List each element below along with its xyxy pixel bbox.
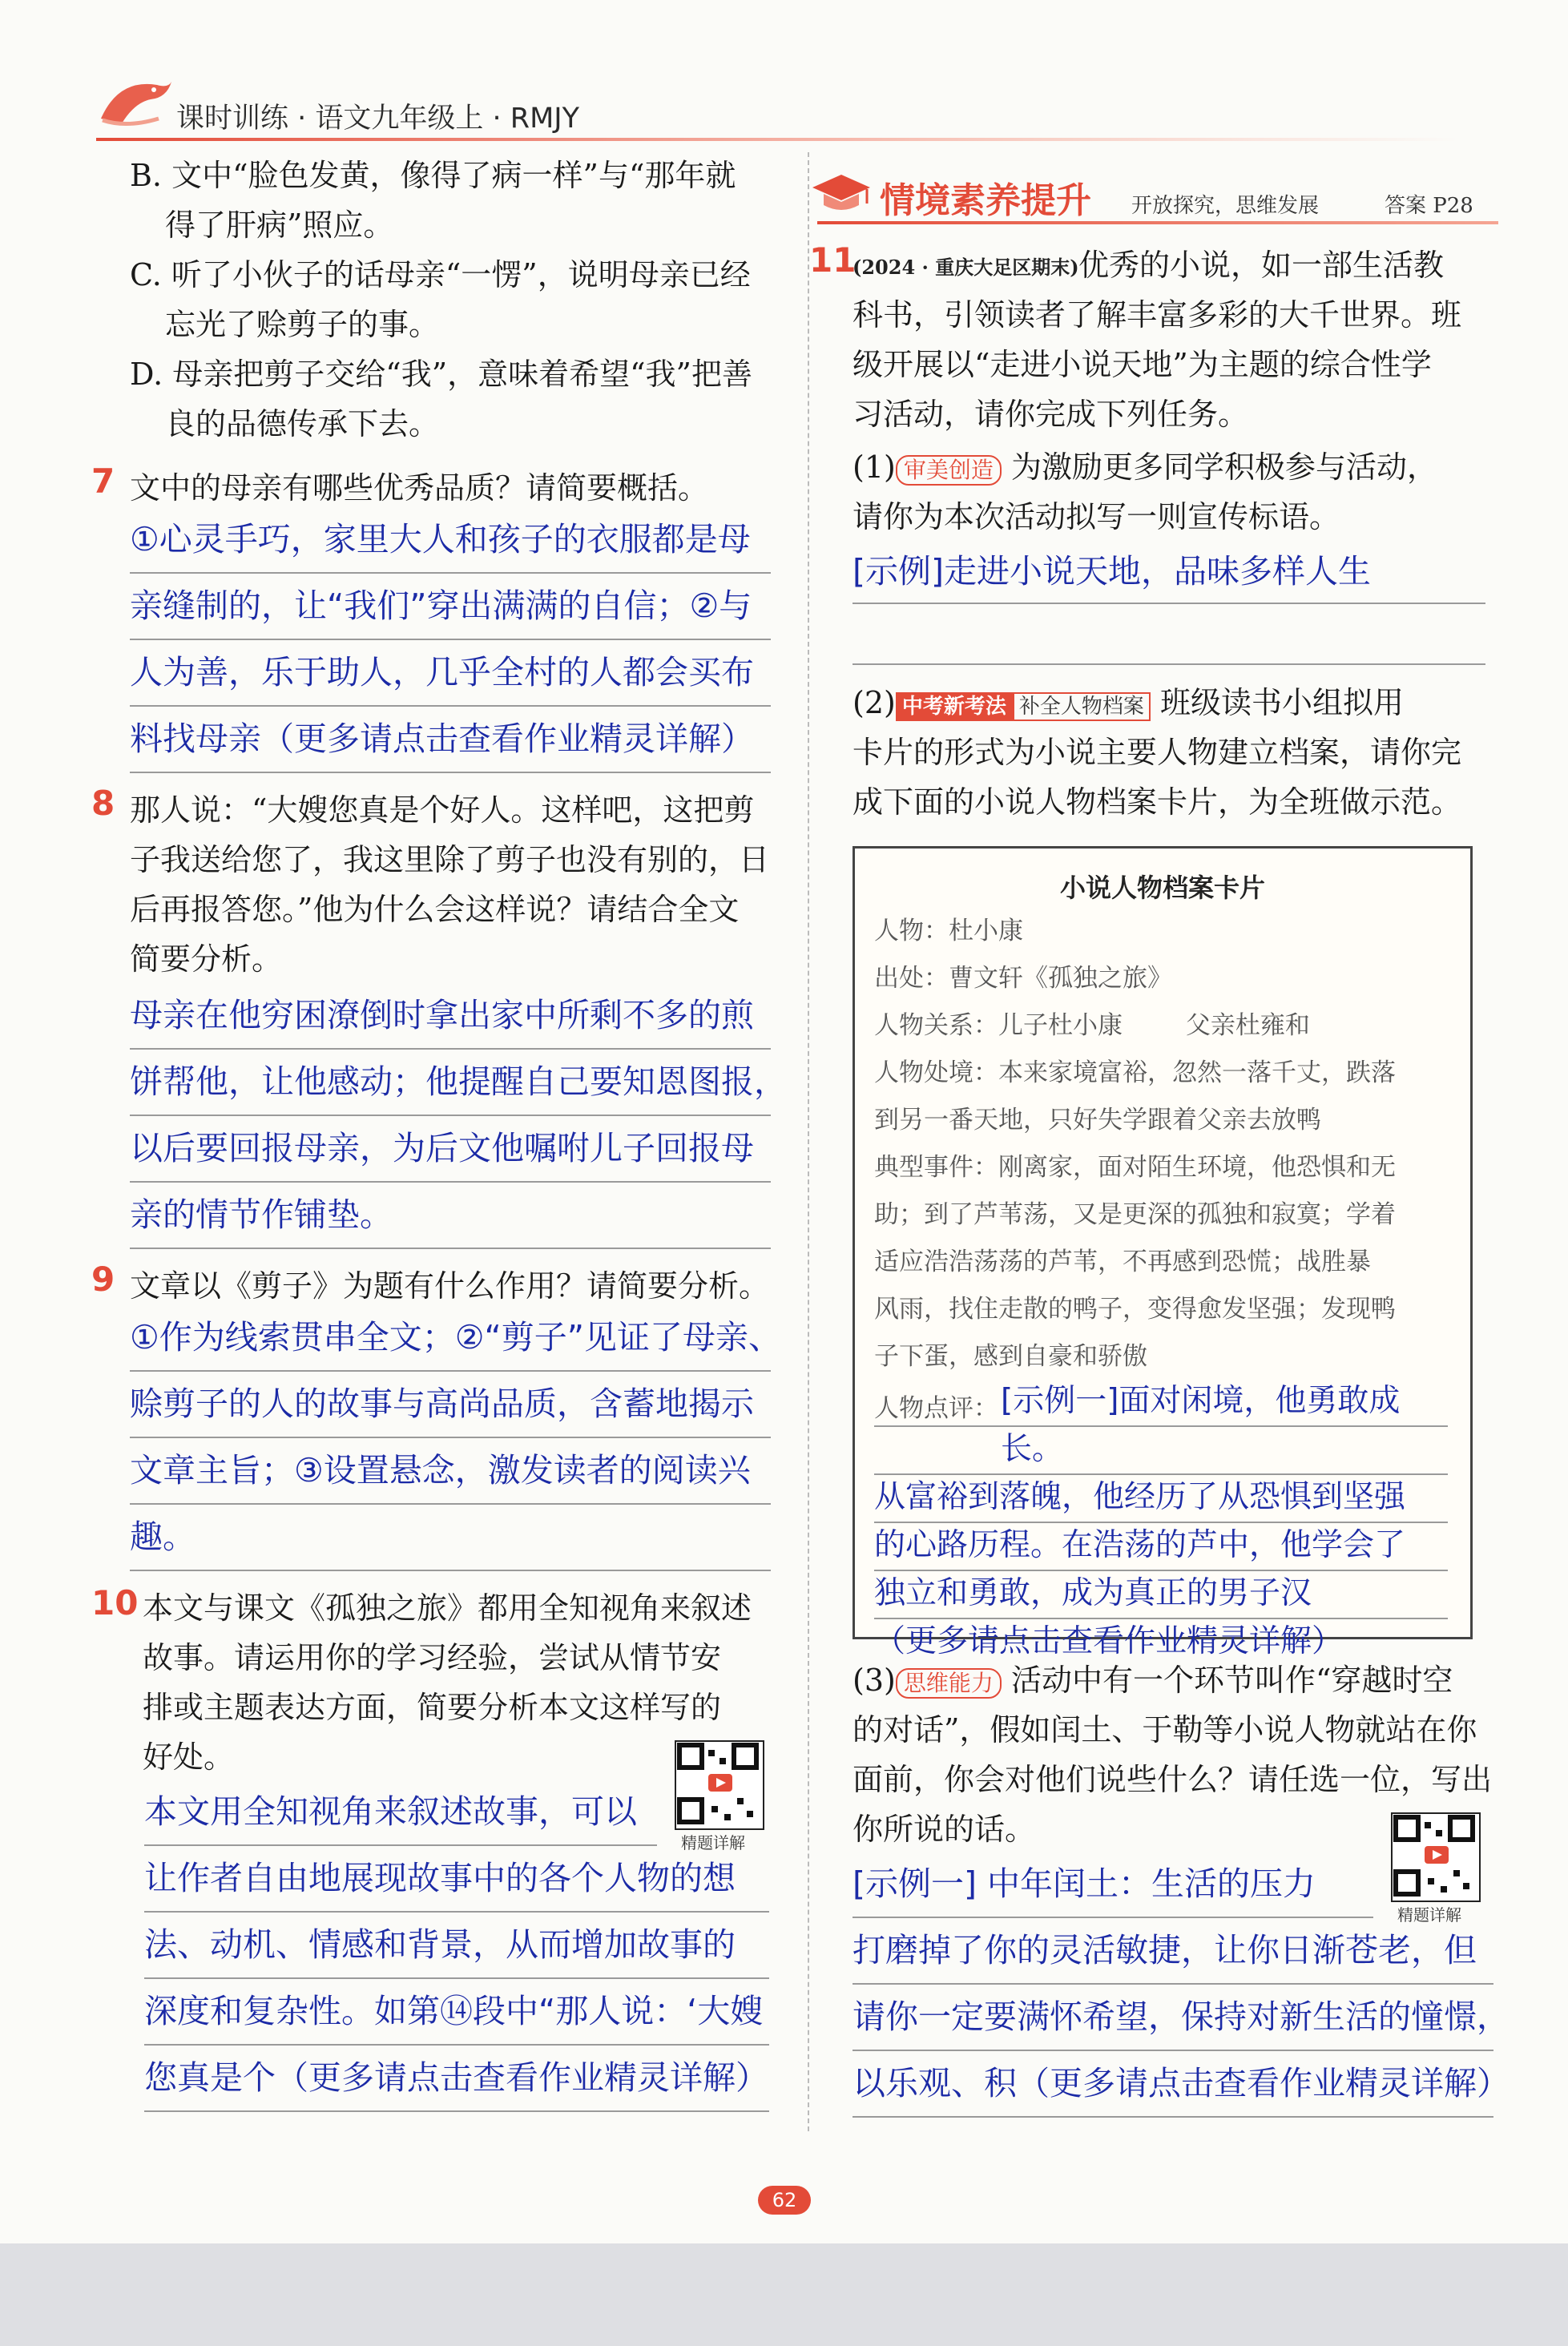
answer-line [853,2116,1493,2118]
answer-line [853,1983,1493,1985]
answer-line [130,1115,771,1116]
question-7-text: 文中的母亲有哪些优秀品质？请简要概括。 [130,470,709,506]
answer-line [144,2044,769,2046]
answer-line [853,1917,1373,1918]
answer-line [130,772,771,773]
answer-11-1: [示例]走进小说天地，品味多样人生 [853,552,1371,591]
answer-line [874,1618,1448,1619]
question-number: 9 [91,1260,115,1299]
column-divider [808,152,809,2131]
part-1: (1) 审美创造 为激励更多同学积极参与活动， 请你为本次活动拟写一则宣传标语。 [853,449,1437,534]
answer-line [130,1437,771,1438]
answer-line [853,663,1485,665]
character-card [853,846,1473,1659]
question-11-text: 优秀的小说，如一部生活教 科书，引领读者了解丰富多彩的大千世界。班 级开展以“走进小说天地”为主题的综合性学 习活动，请你完成下列任务。 [853,248,1462,432]
answer-line [130,705,771,707]
answer-10: 本文用全知视角来叙述故事，可以 让作者自由地展现故事中的各个人物的想 法、动机、情感和背景，从而增加故事的 深度和复杂性。如第⑭段中“那人说：‘大嫂 您真是个（更多请点击查看作业精灵详解） [144,1792,768,2097]
option-c: C. 听了小伙子的话母亲“一愣”，说明母亲已经 忘光了赊剪子的事。 [130,257,751,342]
option-b: B. 文中“脸色发黄，像得了病一样”与“那年就 得了肝病”照应。 [130,158,736,243]
answer-line [144,1844,657,1846]
answer-line [874,1522,1448,1523]
answer-line [144,2110,769,2112]
skill-tag: 审美创造 [896,455,1002,486]
answer-7: ①心灵手巧，家里大人和孩子的衣服都是母 亲缝制的，让“我们”穿出满满的自信；②与 人为善，乐于助人，几乎全村的人都会买布 料找母亲（更多请点击查看作业精灵详解） [130,520,754,758]
answer-line [874,1473,1448,1475]
dolphin-logo-icon [95,71,175,135]
source-tag: (2024 · 重庆大足区期末) [853,256,1079,279]
answer-line [144,1977,769,1979]
exam-tag: 中考新考法 [896,692,1013,721]
answer-line [130,1570,771,1571]
answer-line [130,1181,771,1183]
header-title: 课时训练 · 语文九年级上 · RMJY [176,103,579,135]
section-subtitle: 开放探究，思维发展 [1131,194,1320,218]
task-tag: 补全人物档案 [1013,692,1151,721]
question-number: 8 [91,784,115,823]
question-8-text: 那人说：“大嫂您真是个好人。这样吧，这把剪 子我送给您了，我这里除了剪子也没有别的，日 后再报答您。”他为什么会这样说？请结合全文 简要分析。 [130,792,770,977]
question-number: 10 [91,1583,139,1622]
scan-bottom-band [0,2243,1568,2346]
answer-line [130,1048,771,1050]
answer-line [130,1503,771,1505]
option-d: D. 母亲把剪子交给“我”，意味着希望“我”把善 良的品德传承下去。 [130,357,752,441]
answer-line [130,1248,771,1249]
answer-line [130,639,771,640]
answer-line [853,603,1485,604]
part-3: (3) 思维能力 活动中有一个环节叫作“穿越时空 的对话”，假如闰土、于勒等小说人物就站在你 面前，你会对他们说些什么？请任选一位，写出 你所说的话。 [853,1663,1493,1847]
answer-line [130,572,771,574]
section-title: 情境素养提升 [880,180,1091,221]
answer-line [874,1570,1448,1571]
answer-line [144,1911,769,1913]
answer-line [874,1425,1448,1427]
section-underline [817,221,1498,224]
answer-line [130,1370,771,1372]
question-10-text: 本文与课文《孤独之旅》都用全知视角来叙述 故事。请运用你的学习经验，尝试从情节安 排或主题表达方面，简要分析本文这样写的 好处。 [143,1590,752,1775]
qr-caption: 精题详解 [681,1833,745,1852]
comment-label: 人物点评： [874,1394,998,1423]
card-title: 小说人物档案卡片 [1059,873,1265,903]
answer-9: ①作为线索贯串全文；②“剪子”见证了母亲、 赊剪子的人的故事与高尚品质，含蓄地揭示 文章主旨；③设置悬念，激发读者的阅读兴 趣。 [130,1318,781,1556]
question-number: 11 [809,240,857,280]
page-number: 62 [758,2186,811,2215]
card-lines: 人物：杜小康 出处：曹文轩《孤独之旅》 人物关系：儿子杜小康 父亲杜雍和 人物处境：本来家境富裕，忽然一落千丈，跌落 到另一番天地，只好失学跟着父亲去放鸭 典型事件：刚离家，面对陌生环境，他恐惧和无 助；到了芦苇荡，又是更深的孤独和寂寞；学着 适应浩浩荡荡的芦苇，不再感到恐慌；战胜暴 风雨，找住走散的鸭子，变得愈发坚强；发现鸭 子下蛋，感到自豪和骄傲 [874,917,1396,1371]
card-comment: [示例一]面对闲境，他勇敢成长。 从富裕到落魄，他经历了从恐惧到坚强 的心路历程。在浩荡的芦中，他学会了 独立和勇敢，成为真正的男子汉 （更多请点击查看作业精灵详解） [874,1383,1406,1659]
answer-reference: 答案 P28 [1385,194,1473,218]
skill-tag: 思维能力 [896,1668,1002,1699]
question-9-text: 文章以《剪子》为题有什么作用？请简要分析。 [130,1268,770,1304]
answer-8: 母亲在他穷困潦倒时拿出家中所剩不多的煎 饼帮他，让他感动；他提醒自己要知恩图报， 以后要回报母亲，为后文他嘱咐儿子回报母 亲的情节作铺垫。 [130,996,787,1234]
answer-line [853,2050,1493,2051]
header-underline [96,138,1458,141]
question-number: 7 [91,462,115,501]
answer-11-3: [示例一] 中年闰土：生活的压力 打磨掉了你的灵活敏捷，让你日渐苍老，但 请你一定要满怀希望，保持对新生活的憧憬， 以乐观、积（更多请点击查看作业精灵详解） [853,1864,1510,2102]
part-2: (2) 中考新考法 补全人物档案 班级读书小组拟用 卡片的形式为小说主要人物建立档案，请你完 成下面的小说人物档案卡片，为全班做示范。 [853,685,1462,820]
qr-caption: 精题详解 [1397,1905,1461,1925]
graduation-cap-icon [809,170,873,218]
